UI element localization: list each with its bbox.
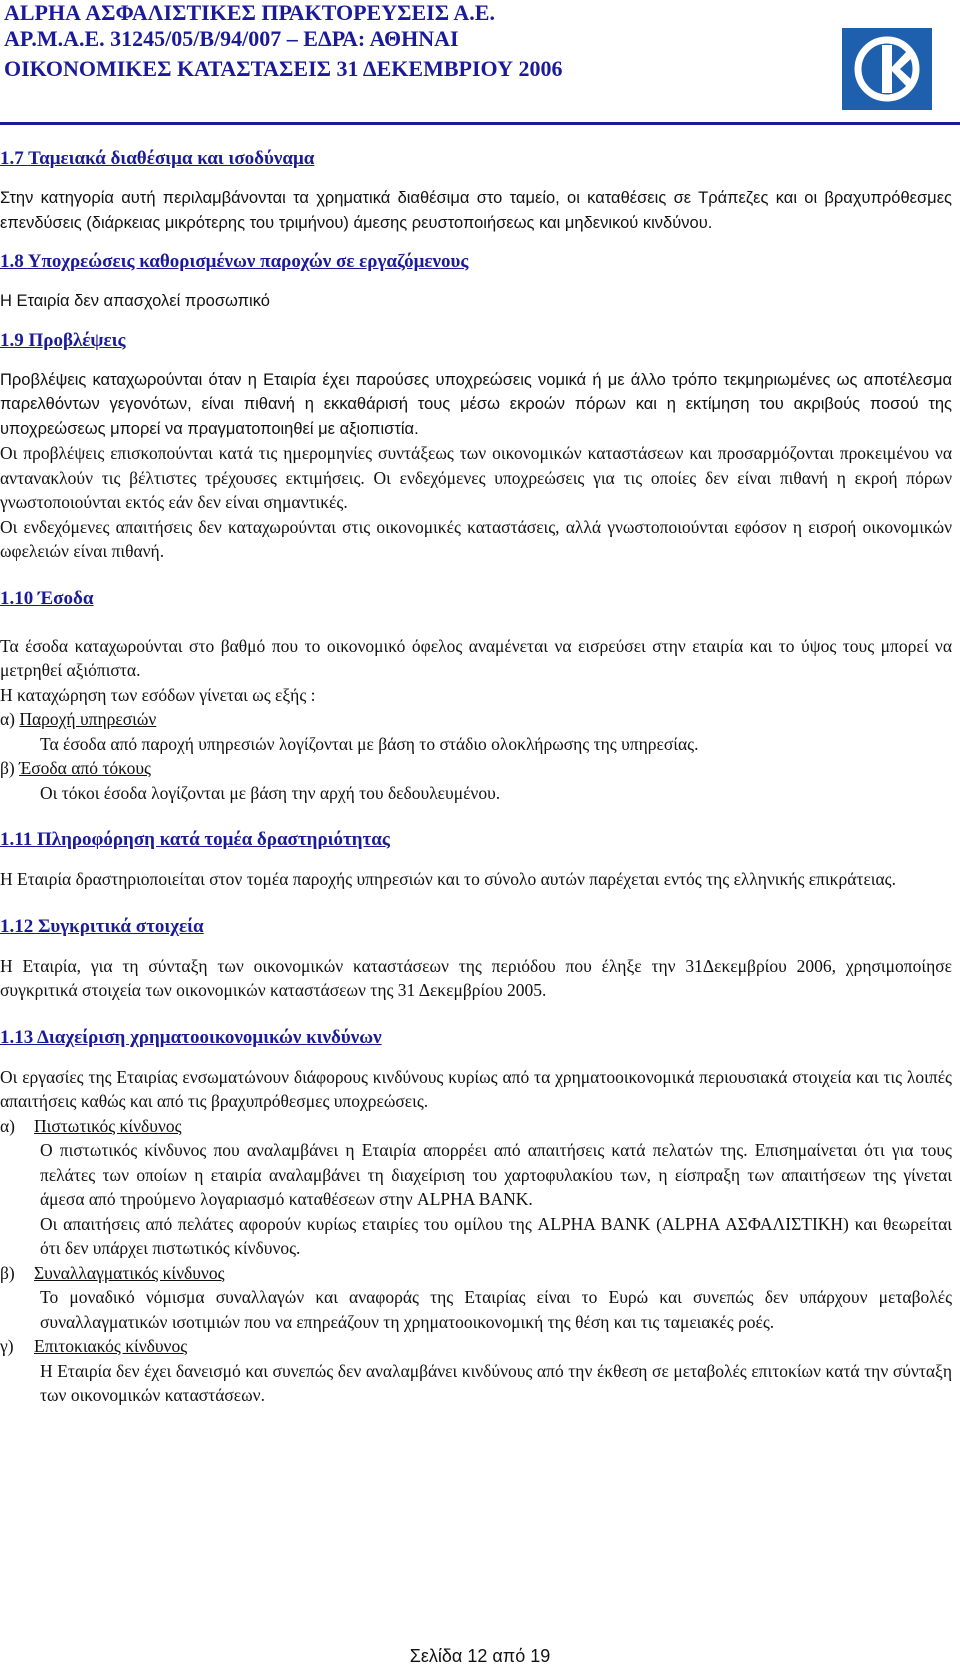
section-1-7-text: Στην κατηγορία αυτή περιλαμβάνονται τα χρηματικά διαθέσιμα στο ταμείο, οι καταθέσεις σε Τράπεζες και οι βραχυπρόθεσμες επενδύσεις (διάρκειας μικρότερης του τριμήνου) άμεσης ρευστοποιήσεως και μηδενικού κινδύνου.	[0, 189, 952, 232]
company-name: ALPHA ΑΣΦΑΛΙΣΤΙΚΕΣ ΠΡΑΚΤΟΡΕΥΣΕΙΣ Α.Ε.	[4, 0, 495, 25]
list-marker: α)	[0, 1115, 15, 1136]
company-registry: ΑΡ.Μ.Α.Ε. 31245/05/Β/94/007 – ΕΔΡΑ: ΑΘΗΝΑΙ	[4, 26, 459, 51]
section-1-8-text: Η Εταιρία δεν απασχολεί προσωπικό	[0, 292, 270, 310]
section-1-11-title: 1.11 Πληροφόρηση κατά τομέα δραστηριότητας	[0, 829, 390, 850]
risk-item-interest-rate	[0, 1334, 952, 1359]
statements-title: ΟΙΚΟΝΟΜΙΚΕΣ ΚΑΤΑΣΤΑΣΕΙΣ 31 ΔΕΚΕΜΒΡΙΟΥ 2006	[4, 56, 563, 81]
section-1-9-paragraph-2: Οι προβλέψεις επισκοπούνται κατά τις ημερομηνίες συντάξεως των οικονομικών καταστάσεων και προσαρμόζονται προκειμένου να αντανακλούν τις βέλτιστες τρέχουσες εκτιμήσεις. Οι ενδεχόμενες υποχρεώσεις για τις οποίες δεν είναι πιθανή η εκροή πόρων γνωστοποιούνται εκτός εάν δεν είναι σημαντικές.	[0, 443, 952, 512]
section-1-12-text: Η Εταιρία, για τη σύνταξη των οικονομικών καταστάσεων της περιόδου που έληξε την 31Δεκεμβρίου 2006, χρησιμοποίησε συγκριτικά στοιχεία των οικονομικών καταστάσεων της 31 Δεκεμβρίου 2005.	[0, 955, 952, 1000]
section-1-11-text: Η Εταιρία δραστηριοποιείται στον τομέα παροχής υπηρεσιών και το σύνολο αυτών παρέχεται εντός της ελληνικής επικράτειας.	[0, 869, 896, 889]
risk-item-label: Συναλλαγματικός κίνδυνος	[34, 1262, 225, 1283]
revenue-item-services	[0, 707, 952, 732]
risk-item-label: Πιστωτικός κίνδυνος	[34, 1115, 182, 1136]
revenue-item-label: Έσοδα από τόκους	[19, 758, 151, 778]
revenue-item-services-text: Τα έσοδα από παροχή υπηρεσιών λογίζονται με βάση το στάδιο ολοκλήρωσης της υπηρεσίας.	[40, 733, 699, 754]
page-number: Σελίδα 12 από 19	[409, 1646, 551, 1666]
section-1-13-intro: Οι εργασίες της Εταιρίας ενσωματώνουν διάφορους κινδύνους κυρίως από τα χρηματοοικονομικά περιουσιακά στοιχεία και τις λοιπές απαιτήσεις καθώς και από τις βραχυπρόθεσμες υποχρεώσεις.	[0, 1066, 952, 1111]
section-1-9-paragraph-1: Προβλέψεις καταχωρούνται όταν η Εταιρία έχει παρούσες υποχρεώσεις νομικά ή με άλλο τρόπο τεκμηριωμένες ως αποτέλεσμα παρελθόντων γεγονότων, είναι πιθανή η εκκαθάρισή τους μέσω εκροών πόρων και η εκτίμηση του ακριβούς ποσού της υποχρεώσεως μπορεί να πραγματοποιηθεί με αξιοπιστία.	[0, 370, 952, 438]
header-rule	[0, 122, 960, 125]
section-1-9-title: 1.9 Προβλέψεις	[0, 329, 126, 351]
risk-item-credit	[0, 1114, 952, 1139]
revenue-item-interest-text: Οι τόκοι έσοδα λογίζονται με βάση την αρχή του δεδουλευμένου.	[40, 782, 501, 803]
alpha-bank-logo	[842, 28, 932, 110]
risk-item-label: Επιτοκιακός κίνδυνος	[34, 1336, 188, 1356]
section-1-8-title: 1.8 Υποχρεώσεις καθορισμένων παροχών σε εργαζόμενους	[0, 251, 469, 272]
risk-item-credit-text-1: Ο πιστωτικός κίνδυνος που αναλαμβάνει η Εταιρία απορρέει από απαιτήσεις κατά πελατών της. Επισημαίνεται ότι για τους πελάτες των οποίων η εταιρία αναλαμβάνει τη διαχείριση του χαρτοφυλακίου των, η είσπραξη των απαιτήσεων της γίνεται άμεσα από τηρούμενο λογαριασμό καταθέσεων στην ALPHA BANK.	[40, 1140, 952, 1209]
risk-item-currency-text: Το μοναδικό νόμισμα συναλλαγών και αναφοράς της Εταιρίας είναι το Ευρώ και συνεπώς δεν υπάρχουν μεταβολές συναλλαγματικών ισοτιμιών που να επηρεάζουν τη χρηματοοικονομική της θέση και τις ταμειακές ροές.	[40, 1287, 952, 1332]
section-1-7-title: 1.7 Ταμειακά διαθέσιμα και ισοδύναμα	[0, 148, 315, 169]
list-marker: γ)	[0, 1336, 14, 1356]
section-1-10-title: 1.10 Έσοδα	[0, 587, 94, 609]
section-1-10-paragraph-2: Η καταχώρηση των εσόδων γίνεται ως εξής :	[0, 684, 316, 705]
section-1-9-paragraph-3: Οι ενδεχόμενες απαιτήσεις δεν καταχωρούνται στις οικονομικές καταστάσεις, αλλά γνωστοποιούνται εφόσον η εισροή οικονομικών ωφελειών είναι πιθανή.	[0, 516, 952, 561]
revenue-item-interest	[0, 756, 952, 781]
list-marker: β)	[0, 1262, 15, 1283]
section-1-12-title: 1.12 Συγκριτικά στοιχεία	[0, 915, 204, 937]
revenue-item-label: Παροχή υπηρεσιών	[19, 709, 157, 729]
section-1-13-title: 1.13 Διαχείριση χρηματοοικονομικών κινδύνων	[0, 1026, 382, 1048]
risk-item-credit-text-2: Οι απαιτήσεις από πελάτες αφορούν κυρίως εταιρίες του ομίλου της ALPHA BANK (ALPHA ΑΣΦΑΛΙΣΤΙΚΗ) και θεωρείται ότι δεν υπάρχει πιστωτικός κίνδυνος.	[40, 1213, 952, 1258]
list-marker: α)	[0, 709, 15, 729]
list-marker: β)	[0, 758, 15, 778]
risk-item-interest-rate-text: Η Εταιρία δεν έχει δανεισμό και συνεπώς δεν αναλαμβάνει κινδύνους από την έκθεση σε μεταβολές επιτοκίων κατά την σύνταξη των οικονομικών καταστάσεων.	[40, 1360, 952, 1405]
section-1-10-paragraph-1: Τα έσοδα καταχωρούνται στο βαθμό που το οικονομικό όφελος αναμένεται να εισρεύσει στην εταιρία και το ύψος τους μπορεί να μετρηθεί αξιόπιστα.	[0, 635, 952, 680]
document-body	[0, 146, 952, 1408]
risk-item-currency	[0, 1261, 952, 1286]
